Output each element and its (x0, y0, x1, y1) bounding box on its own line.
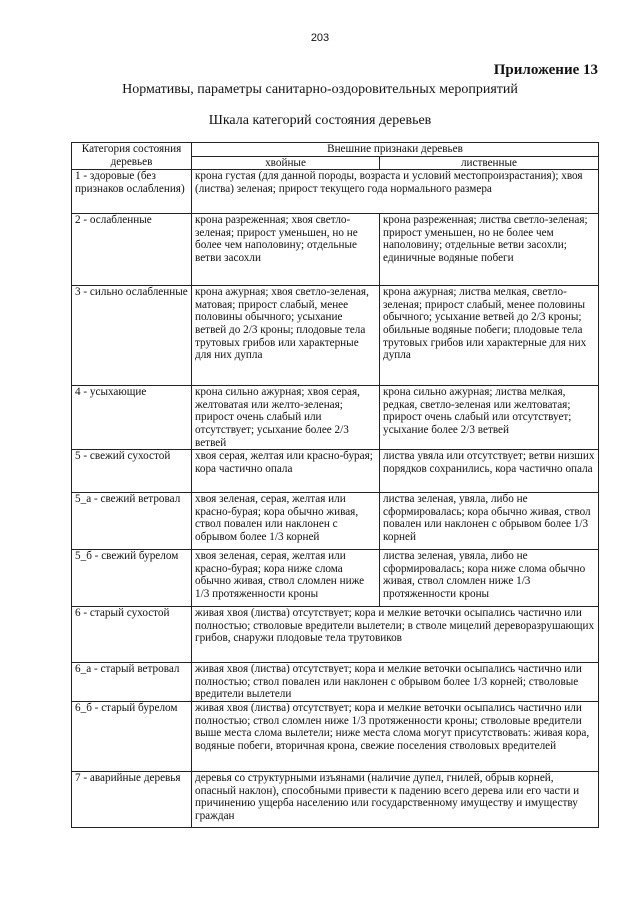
tree-condition-table (71, 142, 599, 828)
deciduous-cell: листва увяла или отсутствует; ветви низших порядков сохранились, кора частично опала (380, 450, 599, 493)
table-row (72, 214, 599, 286)
table-row (72, 493, 599, 550)
header-deciduous: лиственные (380, 156, 599, 170)
deciduous-cell: крона сильно ажурная; листва мелкая, редкая, светло-зеленая или желтоватая; прирост очень слабый или отсутствует; усыхание более 2/3 ветвей (380, 386, 599, 450)
document-title: Нормативы, параметры санитарно-оздоровительных мероприятий (122, 82, 518, 97)
conifer-cell: крона разреженная; хвоя светло-зеленая; прирост уменьшен, но не более чем наполовину; отдельные ветви засохли (192, 214, 380, 286)
signs-cell: живая хвоя (листва) отсутствует; кора и мелкие веточки осыпались частично или полностью; стволовые вредители вылетели; в стволе мицелий дереворазрушающих грибов, снаружи плодовые тела трутовиков (192, 607, 599, 663)
appendix-label: Приложение 13 (493, 62, 598, 78)
signs-cell: крона густая (для данной породы, возраста и условий местопроизрастания); хвоя (листва) зеленая; прирост текущего года нормального размера (192, 170, 599, 214)
deciduous-cell: крона разреженная; листва светло-зеленая; прирост уменьшен, но не более чем наполовину; отдельные ветви засохли; единичные водяные побеги (380, 214, 599, 286)
table-row (72, 386, 599, 450)
header-conifer: хвойные (192, 156, 380, 170)
conifer-cell: хвоя зеленая, серая, желтая или красно-бурая; кора обычно живая, ствол повален или наклонен с обрывом более 1/3 корней (192, 493, 380, 550)
category-cell: 1 - здоровые (без признаков ослабления) (72, 170, 192, 214)
table-title: Шкала категорий состояния деревьев (208, 113, 432, 128)
conifer-cell: крона сильно ажурная; хвоя серая, желтоватая или желто-зеленая; прирост очень слабый или отсутствует; усыхание более 2/3 ветвей (192, 386, 380, 450)
category-cell: 7 - аварийные деревья (72, 771, 192, 827)
category-cell: 4 - усыхающие (72, 386, 192, 450)
header-category: Категория состояния деревьев (72, 143, 192, 170)
page-number: 203 (310, 32, 330, 44)
table-row (72, 286, 599, 386)
category-cell: 6 - старый сухостой (72, 607, 192, 663)
table-row (72, 550, 599, 607)
table-row (72, 607, 599, 663)
category-cell: 5_б - свежий бурелом (72, 550, 192, 607)
table-row (72, 701, 599, 771)
category-cell: 3 - сильно ослабленные (72, 286, 192, 386)
signs-cell: деревья со структурными изъянами (наличие дупел, гнилей, обрыв корней, опасный наклон), способными привести к падению всего дерева или его части и причинению ущерба населению или государственному имуществу и имуществу граждан (192, 771, 599, 827)
conifer-cell: хвоя зеленая, серая, желтая или красно-бурая; кора ниже слома обычно живая, ствол сломлен ниже 1/3 протяженности кроны (192, 550, 380, 607)
signs-cell: живая хвоя (листва) отсутствует; кора и мелкие веточки осыпались частично или полностью; ствол сломлен ниже 1/3 протяженности кроны; стволовые вредители выше места слома вылетели; ниже места слома могут присутствовать: живая кора, водяные побеги, вторичная крона, свежие поселения стволовых вредителей (192, 701, 599, 771)
category-cell: 5 - свежий сухостой (72, 450, 192, 493)
deciduous-cell: листва зеленая, увяла, либо не сформировалась; кора обычно живая, ствол повален или наклонен с обрывом более 1/3 корней (380, 493, 599, 550)
header-signs: Внешние признаки деревьев (192, 143, 599, 157)
category-cell: 5_а - свежий ветровал (72, 493, 192, 550)
deciduous-cell: листва зеленая, увяла, либо не сформировалась; кора ниже слома обычно живая, ствол сломлен ниже 1/3 протяженности кроны (380, 550, 599, 607)
category-cell: 2 - ослабленные (72, 214, 192, 286)
signs-cell: живая хвоя (листва) отсутствует; кора и мелкие веточки осыпались частично или полностью; ствол повален или наклонен с обрывом более 1/3 корней; стволовые вредители вылетели (192, 663, 599, 702)
deciduous-cell: крона ажурная; листва мелкая, светло-зеленая; прирост слабый, менее половины обычного; усыхание ветвей до 2/3 кроны; обильные водяные побеги; плодовые тела трутовых грибов или характерные для них дупла (380, 286, 599, 386)
table-row (72, 170, 599, 214)
table-row (72, 450, 599, 493)
category-cell: 6_б - старый бурелом (72, 701, 192, 771)
table-row (72, 771, 599, 827)
category-cell: 6_а - старый ветровал (72, 663, 192, 702)
conifer-cell: крона ажурная; хвоя светло-зеленая, матовая; прирост слабый, менее половины обычного; усыхание ветвей до 2/3 кроны; плодовые тела трутовых грибов или характерные для них дупла (192, 286, 380, 386)
table-row (72, 663, 599, 702)
conifer-cell: хвоя серая, желтая или красно-бурая; кора частично опала (192, 450, 380, 493)
